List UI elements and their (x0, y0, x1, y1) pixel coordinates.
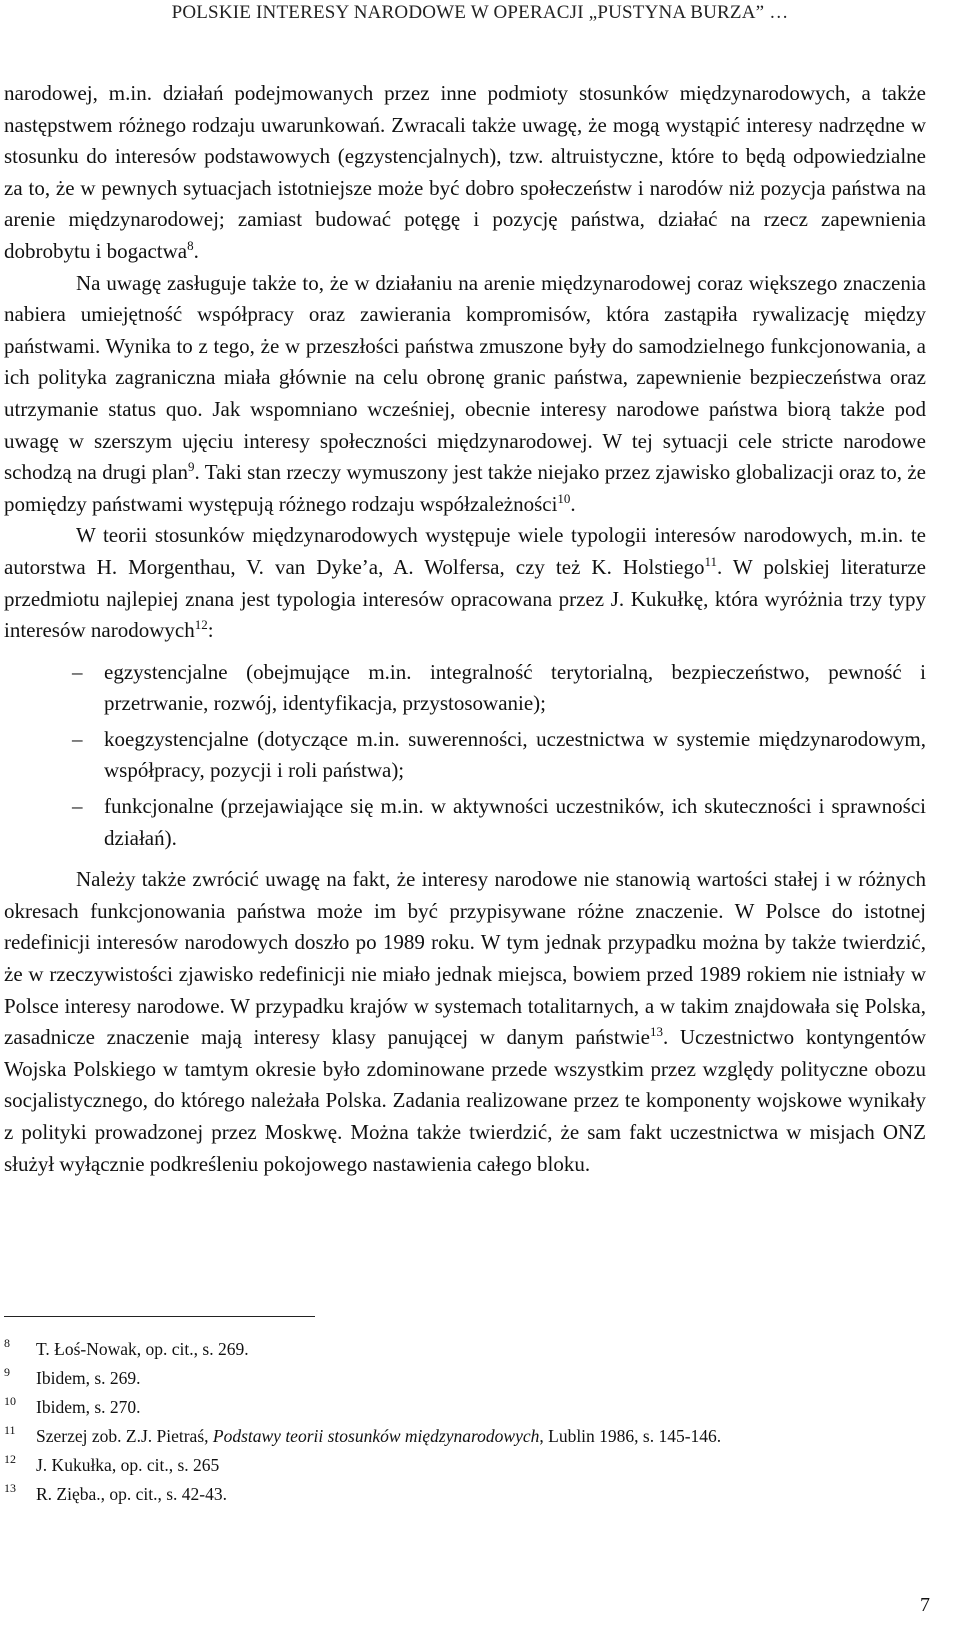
paragraph-3-text-c: : (207, 618, 214, 643)
paragraph-1-text: narodowej, m.in. działań podejmowanych przez inne podmioty stosunków międzynarodowych, a także następstwem różnego rodzaju uwarunkowań. Zwracali także uwagę, że mogą wystąpić interesy nadrzędne w stosunku do interesów podstawowych (egzystencjalnych), tzw. altruistyczne, które to będą odpowiedzialne za to, że w pewnych sytuacjach istotniejsze może być dobro społeczeństw i narodów niż pozycja państwa na arenie międzynarodowej; zamiast budować potęgę i pozycję państwa, działać na rzecz zapewnienia dobrobytu i bogactwa (4, 81, 926, 263)
footnote-ref-11[interactable]: 11 (704, 553, 718, 569)
paragraph-3-text-a: W teorii stosunków międzynarodowych występuje wiele typologii interesów narodowych, m.in. te autorstwa H. Morgenthau, V. van Dyke’a, A. Wolfersa, czy też K. Holstiego (4, 523, 926, 579)
list-item-text: koegzystencjalne (dotyczące m.in. suwerenności, uczestnictwa w systemie międzynarodowym, współpracy, pozycji i roli państwa); (104, 726, 926, 783)
footnote-text: R. Zięba., op. cit., s. 42-43. (36, 1484, 228, 1504)
dash-bullet: – (72, 726, 83, 751)
footnote-ref-10[interactable]: 10 (557, 490, 571, 506)
paragraph-2-text-c: . (570, 491, 576, 516)
footnote-11 (4, 1423, 926, 1452)
footnote-9 (4, 1365, 926, 1394)
footnote-number: 8 (4, 1336, 10, 1350)
list-item-text: funkcjonalne (przejawiające się m.in. w aktywności uczestników, ich skuteczności i sprawności działań). (104, 794, 926, 850)
footnote-number: 13 (4, 1481, 16, 1495)
footnote-number: 11 (4, 1423, 16, 1437)
dash-bullet: – (72, 794, 83, 819)
footnote-text-before: Szerzej zob. Z.J. Pietraś, (36, 1426, 213, 1446)
paragraph-3 (4, 520, 926, 646)
footnote-divider (4, 1316, 315, 1317)
interest-types-list (4, 657, 926, 855)
footnote-ref-12[interactable]: 12 (194, 617, 208, 633)
paragraph-4-text-a: Należy także zwrócić uwagę na fakt, że interesy narodowe nie stanowią wartości stałej i w różnych okresach funkcjonowania państwa może im być przypisywane różne znaczenie. W Polsce do istotnej redefinicji interesów narodowych doszło po 1989 roku. W tym jednak przypadku można by także twierdzić, że w rzeczywistości zjawisko redefinicji nie miało jednak miejsca, bowiem przed 1989 rokiem nie istniały w Polsce interesy narodowe. W przypadku krajów w systemach totalitarnych, a w takim znajdowała się Polska, zasadnicze znaczenie mają interesy klasy panującej w danym państwie (4, 867, 926, 1050)
footnote-number: 9 (4, 1365, 10, 1379)
footnote-10 (4, 1394, 926, 1423)
footnote-text: J. Kukułka, op. cit., s. 265 (36, 1455, 220, 1475)
paragraph-2-text-b: . Taki stan rzeczy wymuszony jest także niejako przez zjawisko globalizacji oraz to, że pomiędzy państwami występują różnego rodzaju współzależności (4, 460, 926, 516)
footnote-12 (4, 1452, 926, 1481)
list-item (4, 724, 926, 787)
footnote-13 (4, 1481, 926, 1510)
footnote-book-title: Podstawy teorii stosunków międzynarodowych (212, 1426, 540, 1446)
list-item-text: egzystencjalne (obejmujące m.in. integralność terytorialną, bezpieczeństwo, pewność i przetrwanie, rozwój, identyfikacja, przystosowanie); (104, 659, 926, 716)
list-item (4, 791, 926, 854)
paragraph-3-text-b: . W polskiej literaturze przedmiotu najlepiej znana jest typologia interesów opracowana przez J. Kukułkę, która wyróżnia trzy typy interesów narodowych (4, 554, 926, 643)
list-item (4, 657, 926, 720)
footnote-ref-9[interactable]: 9 (188, 459, 195, 475)
paragraph-1 (4, 78, 926, 268)
paragraph-2-text-a: Na uwagę zasługuje także to, że w działaniu na arenie międzynarodowej coraz większego znaczenia nabiera umiejętność współpracy oraz zawierania kompromisów, która zastąpiła rywalizację między państwami. Wynika to z tego, że w przeszłości państwa zmuszone były do samodzielnego funkcjonowania, a ich polityka zagraniczna miała głównie na celu obronę granic państwa, zapewnienie bezpieczeństwa oraz utrzymanie status quo. Jak wspomniano wcześniej, obecnie interesy narodowe państwa biorą także pod uwagę w szerszym ujęciu interesy społeczności międzynarodowej. W tej sytuacji cele stricte narodowe schodzą na drugi plan (4, 270, 926, 485)
paragraph-4 (4, 864, 926, 1180)
footnote-text: Ibidem, s. 269. (36, 1368, 141, 1388)
footnote-number: 12 (4, 1452, 16, 1466)
footnote-number: 10 (4, 1394, 16, 1408)
footnote-8 (4, 1336, 926, 1365)
footnote-text: Ibidem, s. 270. (36, 1397, 141, 1417)
footnote-ref-8[interactable]: 8 (187, 237, 194, 253)
page-number: 7 (920, 1594, 930, 1616)
dash-bullet: – (72, 659, 83, 684)
footnote-text: T. Łoś-Nowak, op. cit., s. 269. (36, 1339, 249, 1359)
paragraph-4-text-b: . Uczestnictwo kontyngentów Wojska Polskiego w tamtym okresie było zdominowane przede wszystkim przez względy polityczne obozu socjalistycznego, do którego należała Polska. Zadania realizowane przez te komponenty wojskowe wynikały z polityki prowadzonej przez Moskwę. Można także twierdzić, że sam fakt uczestnictwa w misjach ONZ służył wyłącznie podkreśleniu pokojowego nastawienia całego bloku. (4, 1025, 926, 1176)
paragraph-1-end: . (193, 238, 199, 263)
footnote-ref-13[interactable]: 13 (649, 1024, 663, 1040)
main-text (4, 78, 926, 1180)
footnote-text-after: , Lublin 1986, s. 145-146. (539, 1426, 722, 1446)
footnotes (4, 1336, 926, 1510)
paragraph-2 (4, 268, 926, 521)
running-header: POLSKIE INTERESY NARODOWE W OPERACJI „PUSTYNA BURZA” … (171, 2, 789, 23)
